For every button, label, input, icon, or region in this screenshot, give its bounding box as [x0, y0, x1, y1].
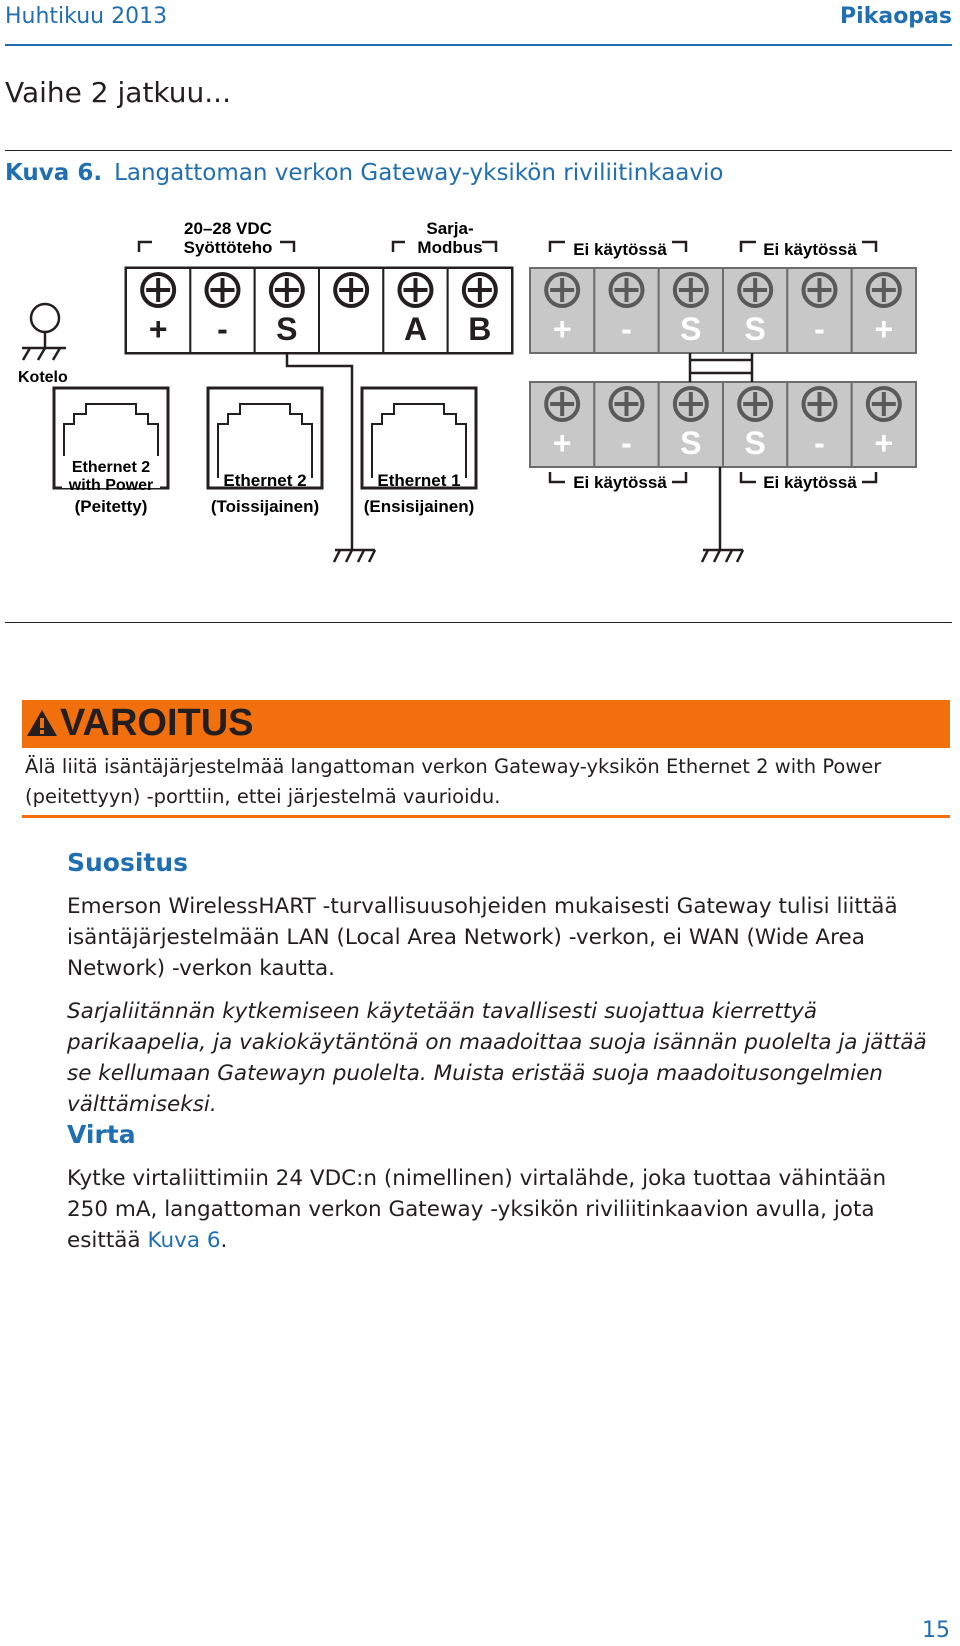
terminal — [723, 268, 787, 353]
screw-icon — [739, 274, 771, 306]
terminal-label: - — [217, 311, 228, 347]
screw-icon — [804, 274, 836, 306]
terminal-label: - — [814, 311, 825, 347]
warning-text: Älä liitä isäntäjärjestelmää langattoman verkon Gateway-yksikön Ethernet 2 with Power (peitettyyn) -porttiin, ettei järjestelmä vaurioidu. — [25, 755, 882, 808]
eth2-power-label-line1: Ethernet 2 — [71, 459, 151, 476]
terminal-label: S — [680, 311, 702, 347]
terminal — [659, 268, 723, 353]
unused-label: Ei käytössä — [573, 473, 667, 492]
figure-link[interactable]: Kuva 6 — [147, 1228, 221, 1253]
supply-voltage-label: 20–28 VDC — [184, 219, 272, 238]
power-text: Kytke virtaliittimiin 24 VDC:n (nimellinen) virtalähde, joka tuottaa vähintään 250 mA, langattoman verkon Gateway -yksikön riviliitinkaavion avulla, jota esittää — [67, 1166, 887, 1253]
terminal — [530, 382, 594, 467]
eth1-label-line1: Ethernet 1 — [377, 471, 461, 490]
enclosure-ground-icon — [22, 304, 66, 360]
screw-icon — [271, 274, 303, 306]
modbus-label-line2: Modbus — [417, 238, 483, 257]
screw-icon — [804, 388, 836, 420]
step-title: Vaihe 2 jatkuu... — [5, 76, 231, 109]
terminal-label: + — [148, 311, 168, 347]
serial-shield-paragraph: Sarjaliitännän kytkemiseen käytetään tavallisesti suojattua kierrettyä parikaapelia, ja vakiokäytäntönä on maadoittaa suoja isännän puolelta ja jättää se kellumaan Gatewayn puolelta. Muista eristää suoja maadoitusongelmien välttämiseksi. — [67, 999, 927, 1117]
unused-label: Ei käytössä — [763, 240, 857, 259]
terminal — [787, 382, 851, 467]
terminal-label: S — [680, 425, 702, 461]
terminal-label: S — [276, 311, 298, 347]
warning-icon — [26, 708, 58, 738]
unused-label: Ei käytössä — [573, 240, 667, 259]
terminal — [448, 268, 512, 353]
terminal — [126, 268, 190, 353]
terminal — [190, 268, 254, 353]
terminal-label: B — [468, 311, 492, 347]
screw-icon — [675, 274, 707, 306]
page-number: 15 — [922, 1618, 950, 1643]
terminal-label: S — [744, 311, 766, 347]
screw-icon — [868, 388, 900, 420]
terminal-label: - — [621, 311, 632, 347]
enclosure-label: Kotelo — [18, 369, 68, 386]
terminal — [319, 268, 383, 353]
terminal — [594, 382, 658, 467]
terminal-label: S — [744, 425, 766, 461]
terminal — [787, 268, 851, 353]
screw-icon — [546, 274, 578, 306]
screw-icon — [611, 388, 643, 420]
power-paragraph — [67, 1163, 927, 1256]
screw-icon — [611, 274, 643, 306]
header-date: Huhtikuu 2013 — [5, 4, 168, 29]
warning-bottom-rule — [22, 815, 950, 818]
eth2-power-label-line3: (Peitetty) — [74, 497, 148, 516]
terminal — [852, 382, 916, 467]
screw-icon — [868, 274, 900, 306]
eth1-label-line2: (Ensisijainen) — [363, 497, 475, 516]
figure-top-rule — [5, 150, 952, 151]
figure-bottom-rule — [5, 622, 952, 623]
terminal-label: A — [403, 311, 428, 347]
modbus-label-line1: Sarja- — [426, 219, 474, 238]
header-doc-type: Pikaopas — [840, 4, 952, 29]
aux-terminal-block-bottom — [530, 382, 916, 467]
figure-caption-label: Kuva 6. — [5, 160, 103, 186]
screw-icon — [335, 274, 367, 306]
main-terminal-block — [126, 268, 512, 353]
header-rule — [5, 44, 952, 46]
eth2-power-label-line2: with Power — [68, 477, 154, 494]
unused-label: Ei käytössä — [763, 473, 857, 492]
screw-icon — [464, 274, 496, 306]
power-text-end: . — [220, 1228, 228, 1253]
warning-title: VAROITUS — [60, 702, 254, 744]
terminal-label: + — [552, 425, 572, 461]
ground-icon — [702, 550, 743, 562]
eth2-label-line2: (Toissijainen) — [210, 497, 320, 516]
power-heading: Virta — [67, 1120, 136, 1149]
terminal — [594, 268, 658, 353]
screw-icon — [546, 388, 578, 420]
figure-caption — [5, 160, 723, 186]
terminal-label: - — [621, 425, 632, 461]
screw-icon — [739, 388, 771, 420]
recommendation-heading: Suositus — [67, 848, 189, 877]
terminal — [659, 382, 723, 467]
ground-icon — [334, 550, 375, 562]
terminal — [383, 268, 447, 353]
eth2-label-line1: Ethernet 2 — [223, 471, 307, 490]
screw-icon — [675, 388, 707, 420]
terminal-label: - — [814, 425, 825, 461]
terminal — [255, 268, 319, 353]
terminal-label: + — [874, 311, 894, 347]
terminal-block-diagram — [0, 210, 960, 610]
supply-power-label: Syöttöteho — [183, 238, 273, 257]
aux-terminal-block-top — [530, 268, 916, 353]
terminal — [530, 268, 594, 353]
terminal-label: + — [552, 311, 572, 347]
terminal — [723, 382, 787, 467]
screw-icon — [142, 274, 174, 306]
screw-icon — [400, 274, 432, 306]
terminal — [852, 268, 916, 353]
terminal-label: + — [874, 425, 894, 461]
screw-icon — [207, 274, 239, 306]
figure-caption-text: Langattoman verkon Gateway-yksikön riviliitinkaavio — [114, 160, 724, 186]
recommendation-paragraph: Emerson WirelessHART -turvallisuusohjeiden mukaisesti Gateway tulisi liittää isäntäjärjestelmään LAN (Local Area Network) -verkon, ei WAN (Wide Area Network) -verkon kautta. — [67, 894, 898, 981]
